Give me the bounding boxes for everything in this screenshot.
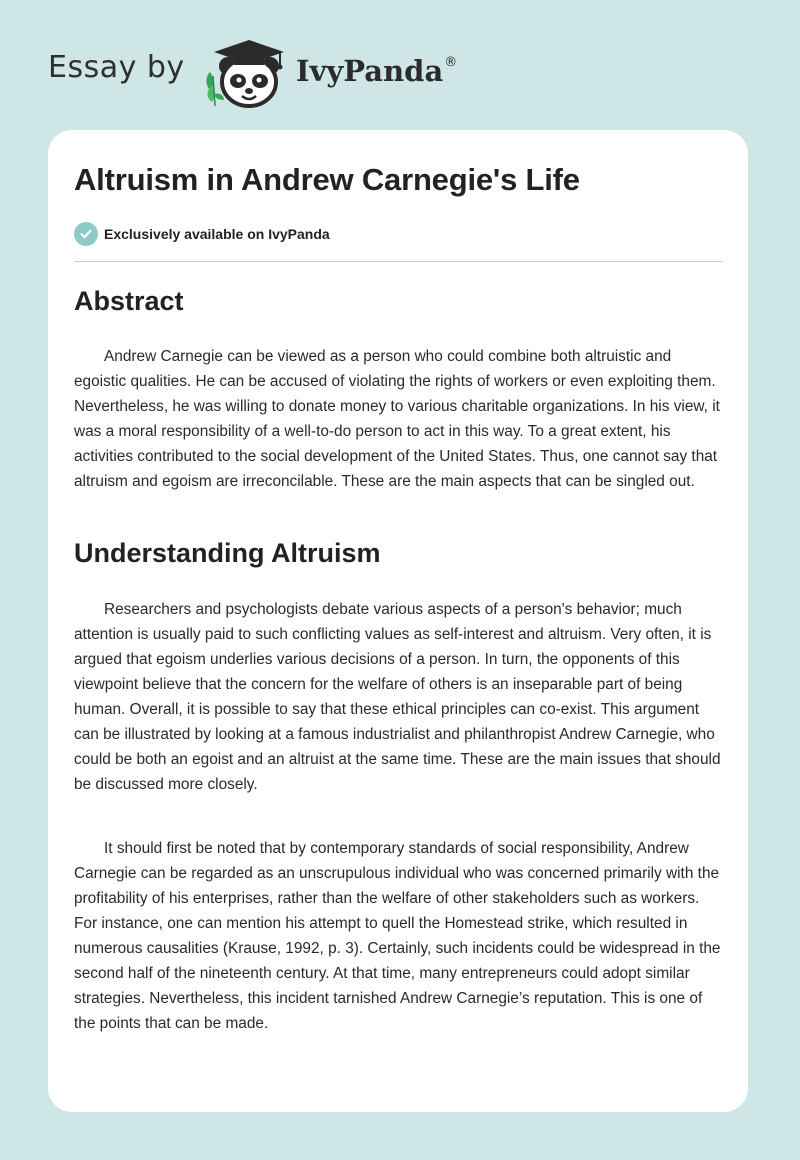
site-header [0,0,800,120]
section-heading-understanding-altruism: Understanding Altruism [74,538,381,568]
brand-name[interactable] [296,54,457,88]
paragraph: Researchers and psychologists debate various aspects of a person's behavior; much attention is usually paid to such conflicting values as self-interest and altruism. Very often, it is argued that egoism underlies various decisions of a person. In turn, the opponents of this viewpoint believe that the concern for the welfare of others is an inseparable part of being human. Overall, it is possible to say that these ethical principles can co-exist. This argument can be illustrated by looking at a famous industrialist and philanthropist Andrew Carnegie, who could be both an egoist and an altruist at the same time. These are the main issues that should be discussed more closely. [74,601,721,793]
checkmark-icon [74,222,98,246]
exclusive-badge [74,222,330,246]
essay-by-label: Essay by [48,50,185,85]
title-divider [74,261,723,262]
paragraph: Andrew Carnegie can be viewed as a person who could combine both altruistic and egoistic qualities. He can be accused of violating the rights of workers or even exploiting them. Nevertheless, he was willing to donate money to various charitable organizations. In his view, it was a moral responsibility of a well-to-do person to act in this way. To a great extent, his activities contributed to the social development of the United States. Thus, one cannot say that altruism and egoism are irreconcilable. These are the main aspects that can be singled out. [74,348,720,490]
exclusive-badge-label: Exclusively available on IvyPanda [104,226,330,242]
ivypanda-logo-icon[interactable] [200,36,292,108]
section-heading-abstract: Abstract [74,286,184,316]
registered-mark: ® [444,55,458,71]
paragraph: It should first be noted that by contemporary standards of social responsibility, Andrew Carnegie can be regarded as an unscrupulous individual who was concerned primarily with the profitability of his enterprises, rather than the welfare of other stakeholders such as workers. For instance, one can mention his attempt to quell the Homestead strike, which resulted in numerous causalities (Krause, 1992, p. 3). Certainly, such incidents could be widespread in the second half of the nineteenth century. At that time, many entrepreneurs could adopt similar strategies. Nevertheless, this incident tarnished Andrew Carnegie’s reputation. This is one of the points that can be made. [74,840,721,1032]
essay-card [48,130,748,1112]
brand-text: IvyPanda [296,54,444,88]
essay-title: Altruism in Andrew Carnegie's Life [74,162,580,197]
